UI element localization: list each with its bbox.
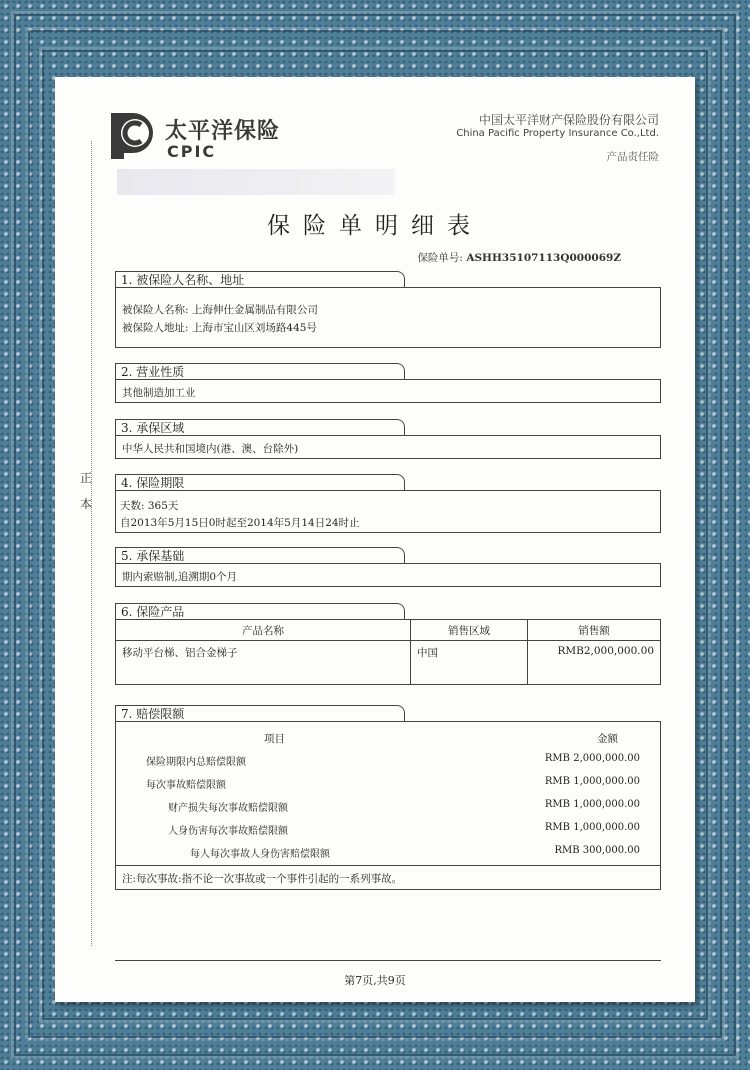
section-1-box xyxy=(115,287,661,348)
col-sales-amount: 销售额 xyxy=(528,620,661,641)
limit-amount-5: RMB 300,000.00 xyxy=(554,845,640,856)
cpic-logo-icon xyxy=(111,107,159,161)
limit-amount-1: RMB 2,000,000.00 xyxy=(544,753,640,764)
limit-amount-4: RMB 1,000,000.00 xyxy=(544,822,640,833)
section-4-box xyxy=(115,490,661,533)
product-table-header xyxy=(116,620,661,641)
company-name-cn: 中国太平洋财产保险股份有限公司 xyxy=(478,113,659,127)
page-title: 保险单明细表 xyxy=(267,213,483,239)
col-amount: 金额 xyxy=(597,733,618,745)
company-name-en: China Pacific Property Insurance Co.,Ltd. xyxy=(456,128,659,139)
section-3-title: 3. 承保区域 xyxy=(115,419,405,435)
policy-number-label: 保险单号: xyxy=(417,252,463,264)
limit-note: 注:每次事故:指不论一次事故或一个事件引起的一系列事故。 xyxy=(122,873,403,885)
policy-number xyxy=(417,250,621,265)
footer-rule xyxy=(115,960,661,961)
insured-address-value: 上海市宝山区刘场路445号 xyxy=(191,322,317,334)
insured-name xyxy=(122,302,318,317)
limit-item-3: 财产损失每次事故赔偿限额 xyxy=(168,803,288,814)
policy-number-value: ASHH35107113Q000069Z xyxy=(466,252,621,264)
section-6-title: 6. 保险产品 xyxy=(115,603,405,619)
insured-address-label: 被保险人地址: xyxy=(122,322,189,334)
limit-amount-2: RMB 1,000,000.00 xyxy=(544,776,640,787)
coverage-basis: 期内索赔制,追溯期0个月 xyxy=(122,571,238,583)
section-7-note-box xyxy=(115,865,661,890)
sales-region: 中国 xyxy=(411,641,528,685)
policy-document xyxy=(55,77,695,1002)
insured-name-label: 被保险人名称: xyxy=(122,304,189,316)
limit-item-2: 每次事故赔偿限额 xyxy=(146,780,226,791)
brand-name-en: CPIC xyxy=(167,142,217,161)
insured-address xyxy=(122,320,317,335)
section-7-box xyxy=(115,721,661,865)
section-5-title: 5. 承保基础 xyxy=(115,547,405,563)
product-type: 产品责任险 xyxy=(606,151,659,163)
sales-amount: RMB2,000,000.00 xyxy=(528,641,661,685)
margin-mark-2: 本 xyxy=(80,497,93,511)
page-number: 第7页,共9页 xyxy=(344,974,406,987)
margin-mark-1: 正 xyxy=(80,471,93,485)
col-item: 项目 xyxy=(264,733,285,745)
section-2-title: 2. 营业性质 xyxy=(115,363,405,379)
section-4-title: 4. 保险期限 xyxy=(115,474,405,490)
redacted-area xyxy=(117,169,395,195)
margin-dotted-line xyxy=(91,141,92,946)
brand-name-cn: 太平洋保险 xyxy=(165,119,281,144)
col-sales-region: 销售区域 xyxy=(411,620,528,641)
coverage-area: 中华人民共和国境内(港、澳、台除外) xyxy=(122,443,299,455)
business-nature: 其他制造加工业 xyxy=(122,387,196,399)
limit-item-5: 每人每次事故人身伤害赔偿限额 xyxy=(190,849,330,860)
product-name: 移动平台梯、铝合金梯子 xyxy=(116,641,411,685)
limit-amount-3: RMB 1,000,000.00 xyxy=(544,799,640,810)
limit-item-4: 人身伤害每次事故赔偿限额 xyxy=(168,826,288,837)
section-1-title: 1. 被保险人名称、地址 xyxy=(115,271,405,287)
table-row xyxy=(116,641,661,685)
insurance-period: 自2013年5月15日0时起至2014年5月14日24时止 xyxy=(120,517,360,529)
limit-item-1: 保险期限内总赔偿限额 xyxy=(146,757,246,768)
section-5-box xyxy=(115,563,661,587)
section-3-box xyxy=(115,435,661,459)
col-product-name: 产品名称 xyxy=(116,620,411,641)
product-table xyxy=(115,619,661,685)
section-2-box xyxy=(115,379,661,403)
insured-name-value: 上海伸仕金属制品有限公司 xyxy=(191,304,318,316)
section-7-title: 7. 赔偿限额 xyxy=(115,705,405,721)
insurance-days: 天数: 365天 xyxy=(120,500,179,512)
